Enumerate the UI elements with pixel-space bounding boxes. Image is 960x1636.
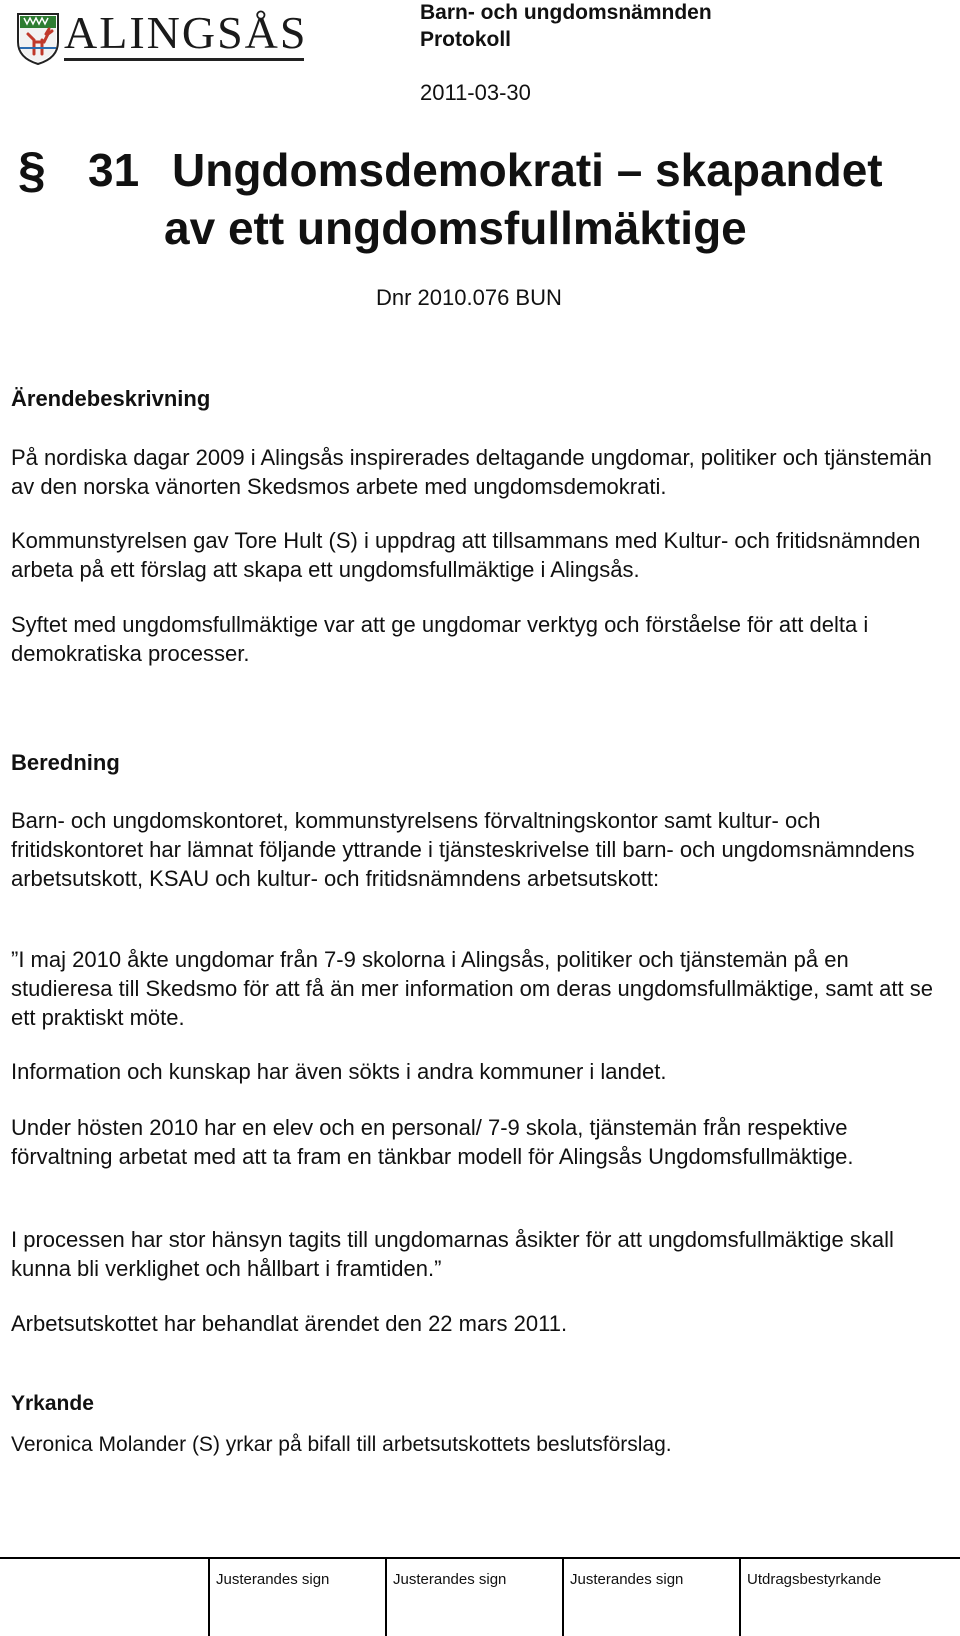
paragraph: Veronica Molander (S) yrkar på bifall till arbetsutskottets beslutsförslag.: [11, 1433, 672, 1456]
paragraph: Syftet med ungdomsfullmäktige var att ge ungdomar verktyg och förståelse för att delta i demokratiska processer.: [11, 612, 869, 666]
logo-wordmark: ALINGSÅS: [64, 7, 308, 58]
signature-label: Justerandes sign: [393, 1571, 507, 1588]
section-number: 31: [88, 144, 140, 196]
logo-underline: [64, 58, 304, 61]
paragraph: På nordiska dagar 2009 i Alingsås inspirerades deltagande ungdomar, politiker och tjänstemän av den norska vänorten Skedsmos arbete med ungdomsdemokrati.: [11, 445, 932, 499]
heading-yrkande: Yrkande: [11, 1392, 94, 1415]
signature-box: [385, 1557, 565, 1636]
heading-beredning: Beredning: [11, 750, 120, 775]
signature-label: Utdragsbestyrkande: [747, 1571, 882, 1588]
diary-number: Dnr 2010.076 BUN: [376, 285, 562, 310]
paragraph: Information och kunskap har även sökts i andra kommuner i landet.: [11, 1059, 667, 1084]
section-symbol: §: [18, 142, 46, 198]
paragraph: Arbetsutskottet har behandlat ärendet den 22 mars 2011.: [11, 1311, 568, 1336]
section-title-line1: Ungdomsdemokrati – skapandet: [172, 144, 883, 196]
board-name: Barn- och ungdomsnämnden: [420, 1, 712, 24]
heading-arendebeskrivning: Ärendebeskrivning: [11, 386, 211, 411]
paragraph: I processen har stor hänsyn tagits till ungdomarnas åsikter för att ungdomsfullmäktige skall kunna bli verklighet och hållbart i framtiden.”: [11, 1227, 894, 1281]
signature-box: [208, 1557, 388, 1636]
section-title: [88, 141, 948, 257]
alingsas-logo: [16, 7, 308, 70]
extract-certification-box: [739, 1557, 919, 1636]
meeting-date: 2011-03-30: [420, 80, 531, 105]
coat-of-arms-icon: [16, 10, 60, 66]
quote-paragraph: ”I maj 2010 åkte ungdomar från 7-9 skolorna i Alingsås, politiker och tjänstemän på en studieresa till Skedsmo för att få än mer information om deras ungdomsfullmäktige, samt att se ett praktiskt möte.: [11, 947, 933, 1030]
signature-label: Justerandes sign: [216, 1571, 330, 1588]
paragraph: Kommunstyrelsen gav Tore Hult (S) i uppdrag att tillsammans med Kultur- och fritidsnämnden arbeta på ett förslag att skapa ett ungdomsfullmäktige i Alingsås.: [11, 528, 921, 582]
paragraph: Barn- och ungdomskontoret, kommunstyrelsens förvaltningskontor samt kultur- och fritidskontoret har lämnat följande yttrande i tjänsteskrivelse till barn- och ungdomsnämndens arbetsutskott, KSAU och kultur- och fritidsnämndens arbetsutskott:: [11, 808, 915, 891]
signature-box: [562, 1557, 742, 1636]
paragraph: Under hösten 2010 har en elev och en personal/ 7-9 skola, tjänstemän från respektive förvaltning arbetat med att ta fram en tänkbar modell för Alingsås Ungdomsfullmäktige.: [11, 1115, 854, 1169]
document-type: Protokoll: [420, 28, 512, 51]
signature-label: Justerandes sign: [570, 1571, 684, 1588]
section-title-line2: av ett ungdomsfullmäktige: [164, 202, 747, 254]
